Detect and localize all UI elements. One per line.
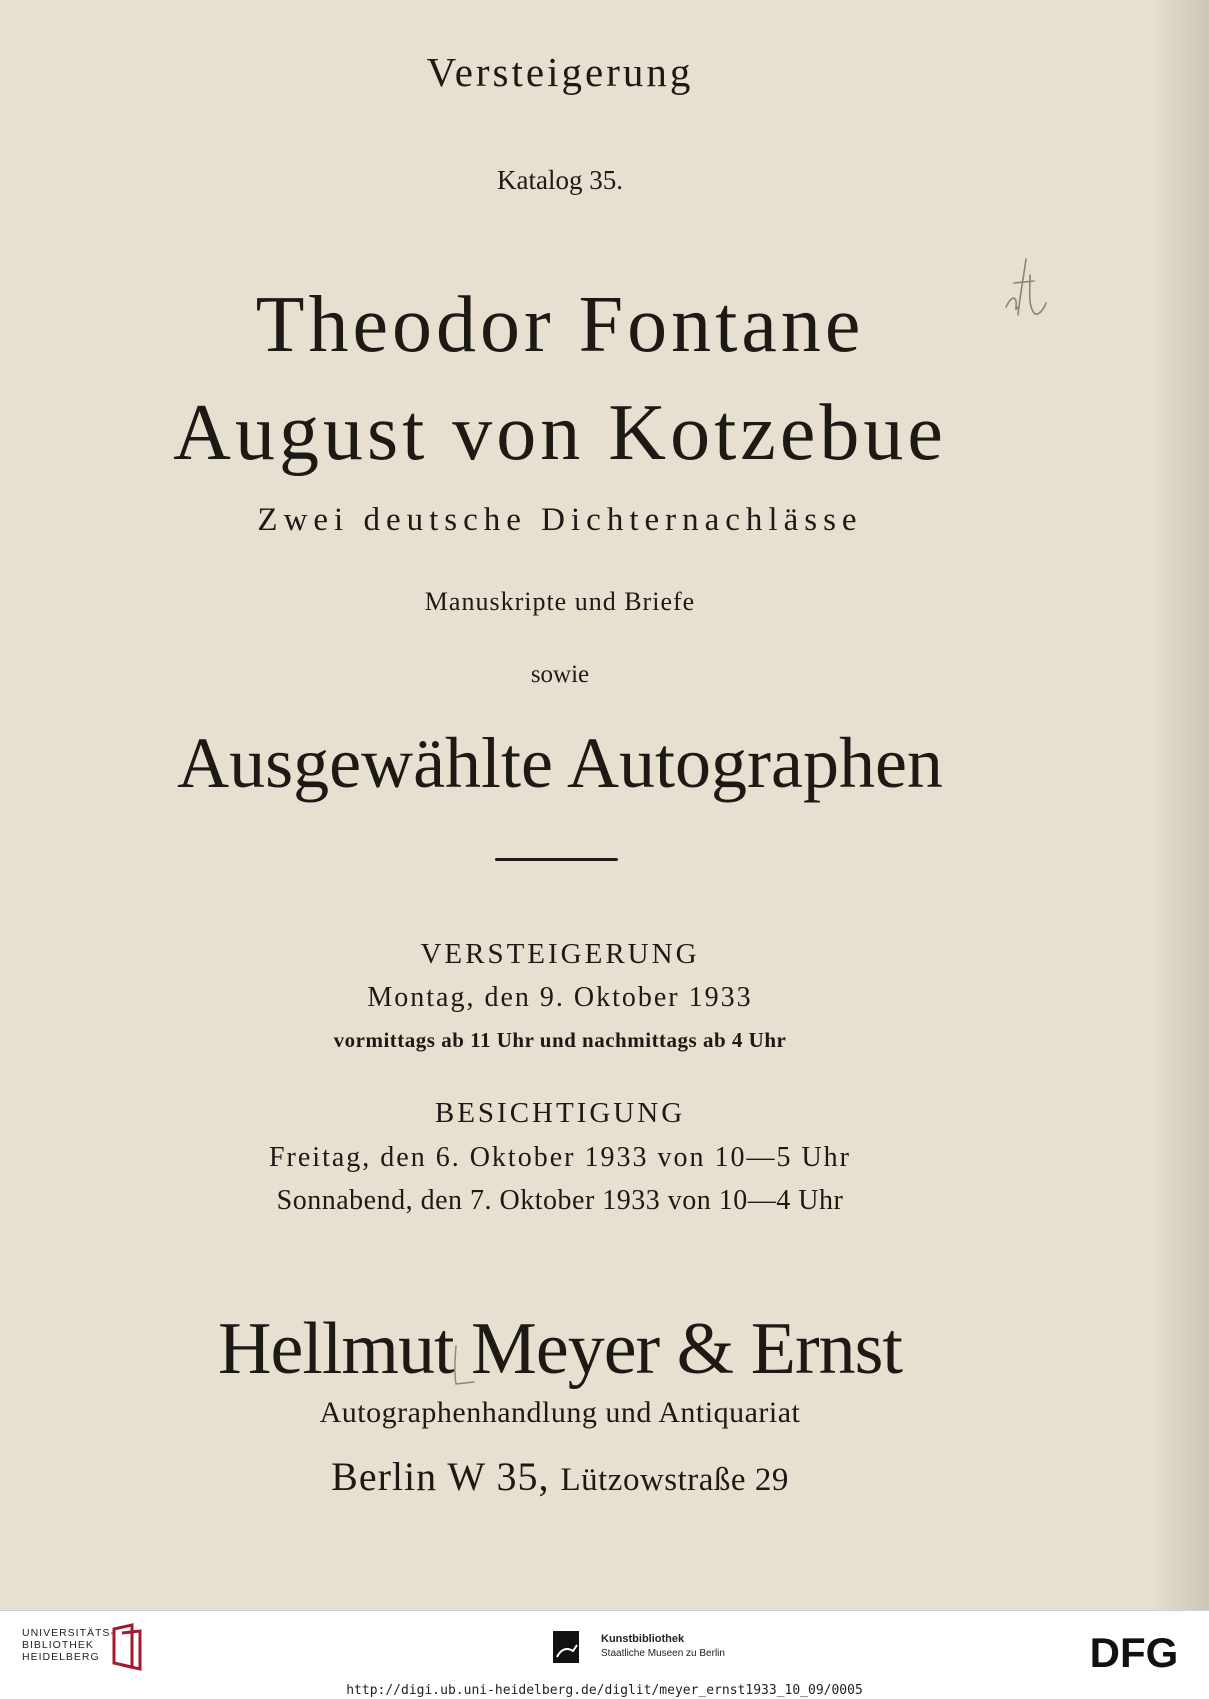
auction-times: vormittags ab 11 Uhr und nachmittags ab 4 Uhr bbox=[333, 1028, 787, 1052]
title-kotzebue: August von Kotzebue bbox=[173, 389, 947, 477]
conjunction-sowie: sowie bbox=[530, 661, 590, 688]
address-street: Lützowstraße 29 bbox=[560, 1462, 789, 1498]
catalog-number: Katalog 35. bbox=[497, 165, 623, 195]
page-url[interactable]: http://digi.ub.uni-heidelberg.de/diglit/meyer_ernst1933_10_09/0005 bbox=[346, 1683, 863, 1698]
title-autographen: Ausgewählte Autographen bbox=[177, 723, 943, 803]
pencil-stroke-icon bbox=[448, 1342, 478, 1392]
dfg-logo-icon bbox=[1077, 1633, 1191, 1673]
firm-address bbox=[0, 1454, 1120, 1499]
ub-heidelberg-logo-icon bbox=[110, 1623, 146, 1671]
auction-date: Montag, den 9. Oktober 1933 bbox=[367, 982, 753, 1013]
firm-description: Autographenhandlung und Antiquariat bbox=[319, 1396, 801, 1429]
ub-heidelberg-logo-text bbox=[22, 1627, 115, 1663]
pencil-annotation-icon bbox=[1000, 255, 1052, 325]
auction-heading: VERSTEIGERUNG bbox=[420, 938, 700, 970]
library-line2: BIBLIOTHEK bbox=[22, 1639, 94, 1651]
digitization-footer bbox=[0, 1610, 1209, 1699]
heading-versteigerung: Versteigerung bbox=[426, 49, 694, 95]
contents-line: Manuskripte und Briefe bbox=[424, 587, 696, 616]
library-line3: HEIDELBERG bbox=[22, 1651, 100, 1663]
partner-title: Kunstbibliothek bbox=[601, 1633, 685, 1645]
viewing-saturday: Sonnabend, den 7. Oktober 1933 von 10—4 Uhr bbox=[276, 1185, 844, 1216]
divider-rule bbox=[495, 858, 618, 861]
firm-name: Hellmut Meyer & Ernst bbox=[218, 1308, 902, 1390]
subtitle-dichternachlaesse: Zwei deutsche Dichternachlässe bbox=[257, 502, 863, 538]
library-line1: UNIVERSITÄTS- bbox=[22, 1627, 115, 1639]
address-city: Berlin W 35, bbox=[331, 1454, 550, 1499]
title-fontane: Theodor Fontane bbox=[255, 281, 865, 369]
kunstbibliothek-icon bbox=[553, 1631, 583, 1665]
viewing-friday: Freitag, den 6. Oktober 1933 von 10—5 Uhr bbox=[268, 1142, 852, 1173]
partner-subtitle: Staatliche Museen zu Berlin bbox=[601, 1648, 725, 1659]
viewing-heading: BESICHTIGUNG bbox=[434, 1097, 686, 1129]
dfg-logo-text: DFG bbox=[1089, 1633, 1179, 1673]
